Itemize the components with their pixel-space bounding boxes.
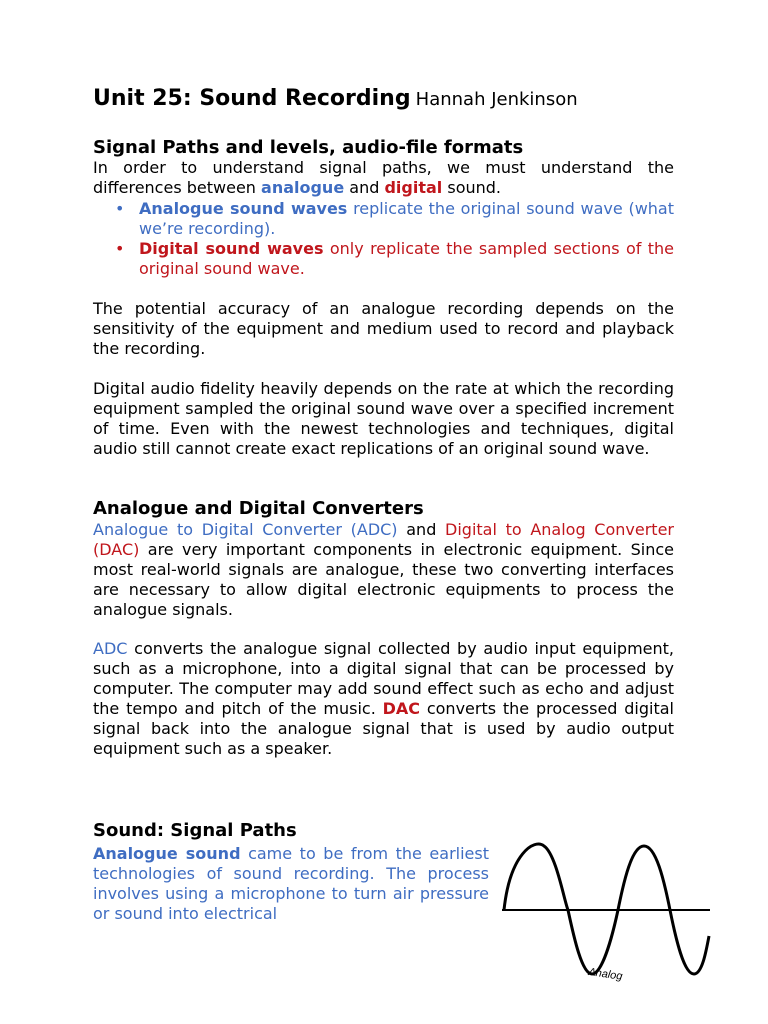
analogue-sound-desc: came to be from the earliest technologies of sound recording. The process involves using a microphone to turn air pressure or sound into electrical [93, 844, 490, 923]
analogue-waves-desc: replicate the original sound wave (what we’re recording). [139, 199, 674, 238]
digital-fidelity-paragraph: Digital audio fidelity heavily depends on the rate at which the recording equipment sampled the original sound wave over a specified increment of time. Even with the newest technologies and techniques, digital audio still cannot create exact replications of an original sound wave. [93, 379, 674, 458]
intro-text-3: sound. [442, 178, 501, 197]
converters-text-1: and [397, 520, 446, 539]
bullet-dot-icon: • [115, 199, 125, 218]
digital-waves-term: Digital sound waves [139, 239, 324, 258]
digital-term: digital [384, 178, 443, 197]
digital-waves-desc: only replicate the sampled sections of the original sound wave. [139, 239, 674, 278]
author-name: Hannah Jenkinson [415, 89, 578, 110]
bullet-dot-icon: • [115, 239, 125, 258]
adc-label: ADC [93, 639, 128, 658]
list-item-analogue [93, 199, 674, 239]
dac-description: converts the processed digital signal back into the analogue signal that is used by audio output equipment such as a speaker. [93, 699, 674, 758]
converters-text-2: are very important components in electronic equipment. Since most real-world signals are analogue, these two converting interfaces are necessary to allow digital electronic equipments to process the analogue signals. [93, 540, 674, 619]
adc-dac-paragraph [93, 639, 674, 759]
title-line [93, 86, 578, 111]
dac-label: DAC [382, 699, 421, 718]
intro-paragraph [93, 158, 674, 198]
figure-label: Analog [587, 966, 624, 983]
intro-text-2: and [344, 178, 385, 197]
dac-term: Digital to Analog Converter (DAC) [93, 520, 674, 559]
adc-term: Analogue to Digital Converter (ADC) [93, 520, 398, 539]
document-title: Unit 25: Sound Recording [93, 86, 411, 111]
analogue-sound-paragraph [93, 844, 489, 924]
analog-wave-figure [500, 840, 712, 985]
section-heading-signal-paths: Signal Paths and levels, audio-file formats [93, 137, 524, 158]
converters-paragraph [93, 520, 674, 620]
section-heading-converters: Analogue and Digital Converters [93, 498, 424, 519]
adc-description: converts the analogue signal collected by audio input equipment, such as a microphone, into a digital signal that can be processed by computer. The computer may add sound effect such as echo and adjust the tempo and pitch of the music. [93, 639, 674, 718]
analogue-accuracy-paragraph: The potential accuracy of an analogue recording depends on the sensitivity of the equipment and medium used to record and playback the recording. [93, 299, 674, 358]
analogue-waves-term: Analogue sound waves [139, 199, 348, 218]
intro-text-1: In order to understand signal paths, we must understand the differences between [93, 158, 674, 197]
analogue-term: analogue [261, 178, 345, 197]
wave-types-list [93, 199, 674, 279]
analogue-sound-term: Analogue sound [93, 844, 241, 863]
section-heading-sound-signal-paths: Sound: Signal Paths [93, 820, 297, 841]
list-item-digital [93, 239, 674, 279]
